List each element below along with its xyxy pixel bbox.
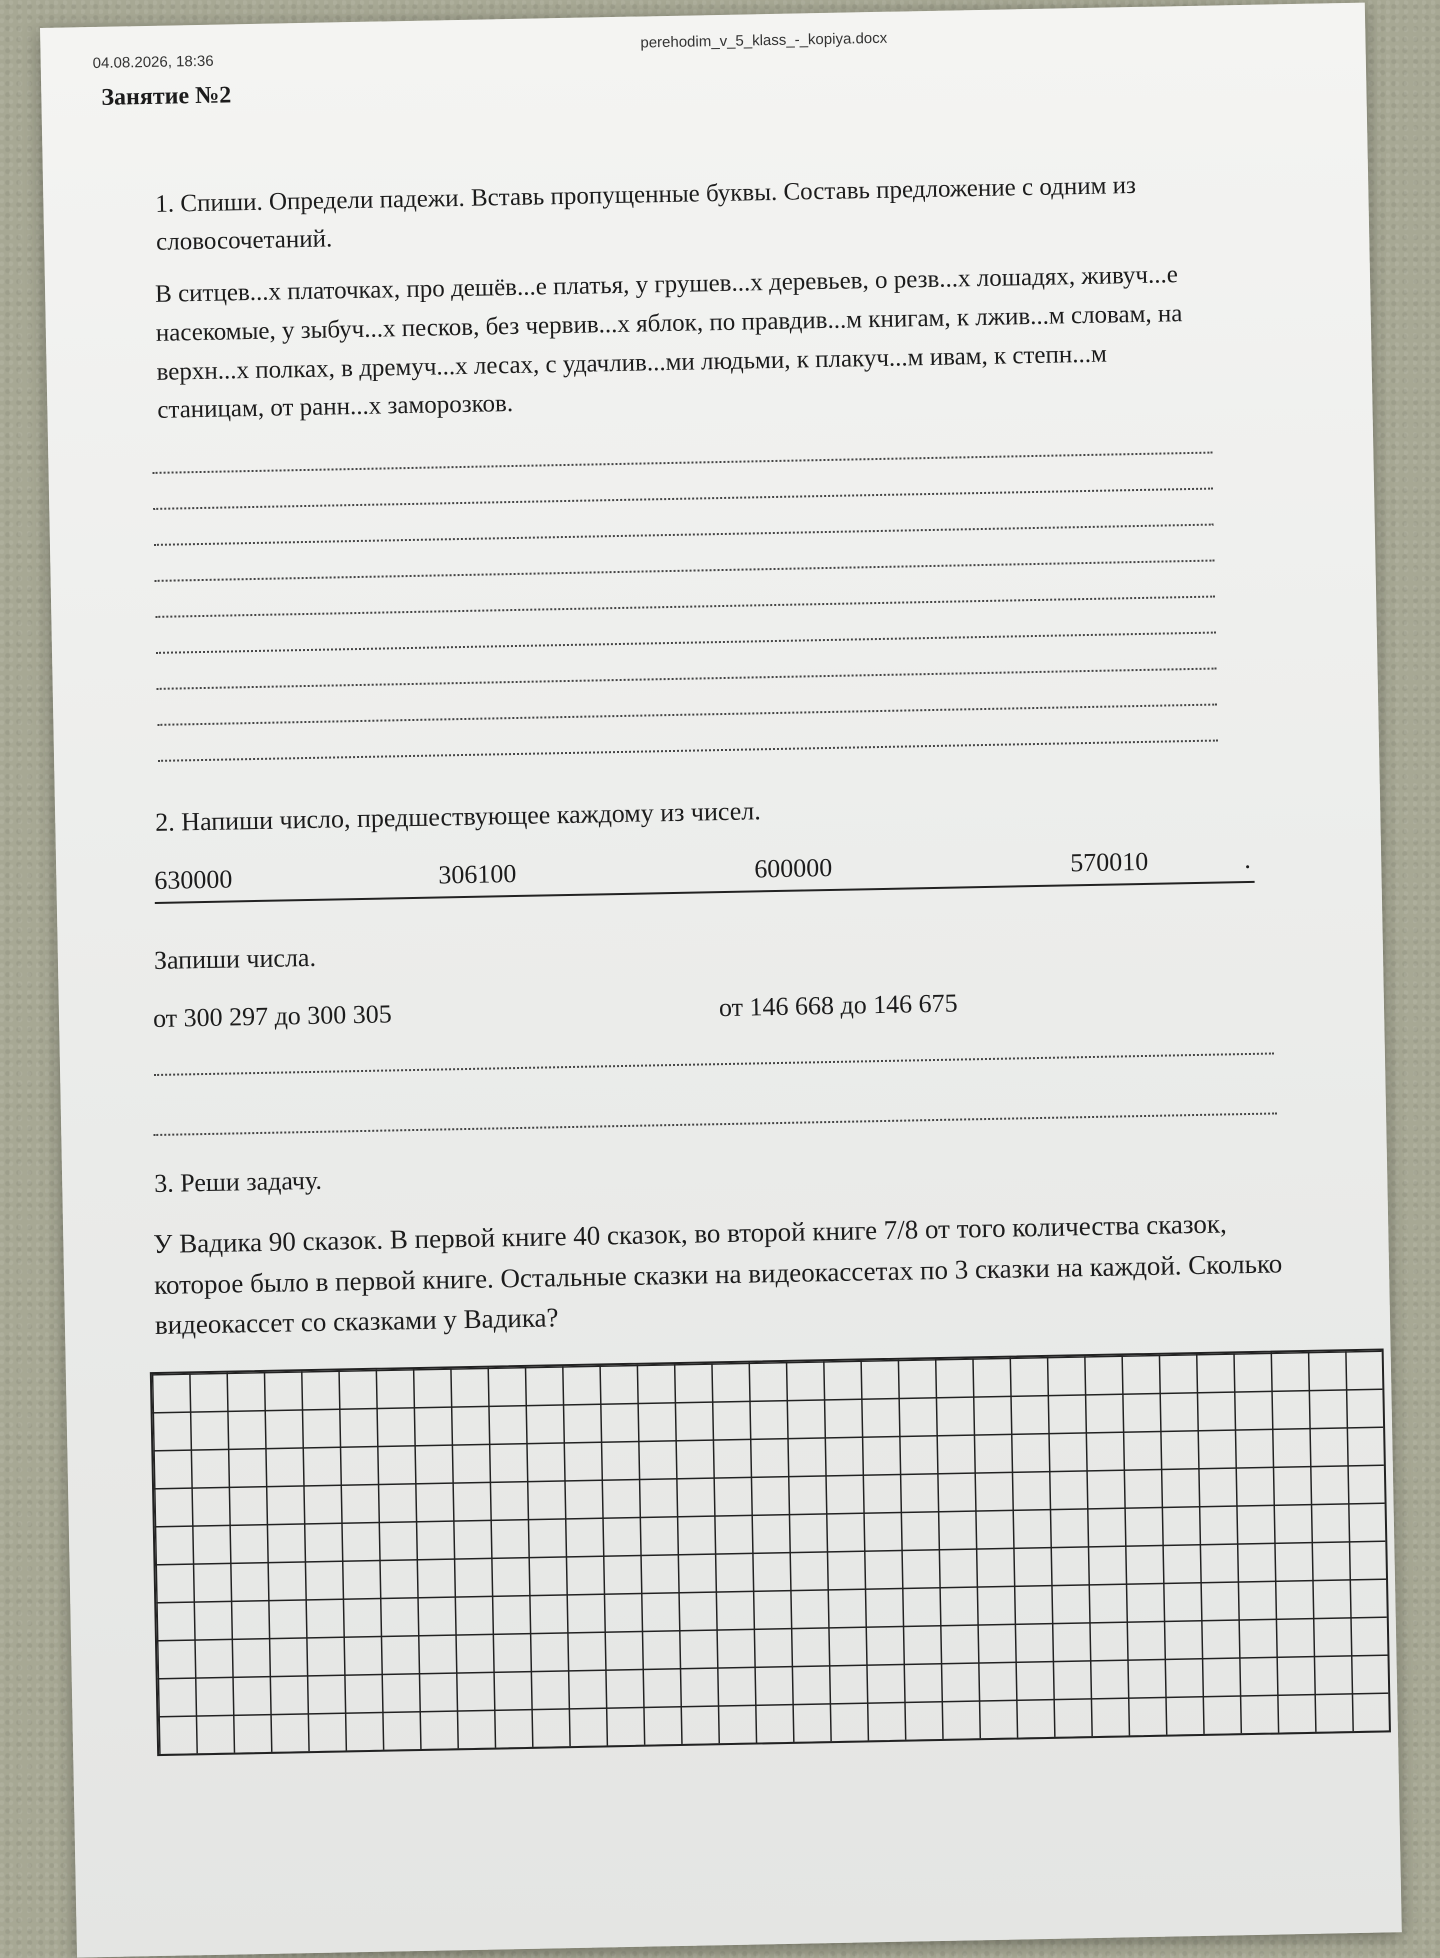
number-item: 630000 [154,864,233,895]
answer-line[interactable] [155,558,1215,582]
number-item: 600000 [753,852,833,884]
number-item: 570010 [1069,846,1149,878]
number-item: 306100 [438,859,517,890]
answer-line[interactable] [158,738,1218,762]
answer-line[interactable] [157,666,1217,690]
print-date: 04.08.2026, 18:36 [92,52,214,72]
answer-line[interactable] [156,630,1216,654]
worksheet-page [40,3,1402,1958]
lesson-title: Занятие №2 [101,82,232,111]
numbers-row[interactable] [154,845,1255,904]
write-numbers-heading: Запиши числа. [153,942,317,975]
task1-heading: 1. Спиши. Определи падежи. Вставь пропущенные буквы. Составь предложение с одним из словосочетаний. [155,171,1137,256]
answer-line[interactable] [153,1110,1277,1136]
answer-line[interactable] [154,1051,1274,1077]
task2-heading: 2. Напиши число, предшествующее каждому из чисел. [154,796,762,837]
answer-line[interactable] [155,594,1215,618]
answer-line[interactable] [153,486,1213,510]
range-left: от 300 297 до 300 305 [152,999,393,1034]
task1-word-list: В ситцев...х платочках, про дешёв...е платья, у грушев...х деревьев, о резв...х лошадях, живуч...е насекомые, у зыбуч...х песков, без червив...х яблок, по правдив...м книгам, к лжив...м словам, на верхн...х полках, в дремуч...х лесах, с удачлив...ми людьми, к плакуч...м ивам, к степн...м станицам, от ранн...х заморозков. [154,261,1183,425]
answer-line[interactable] [157,702,1217,726]
answer-line[interactable] [154,522,1214,546]
task3-heading: 3. Реши задачу. [153,1165,323,1199]
answer-line[interactable] [153,450,1213,474]
file-name: perehodim_v_5_klass_-_kopiya.docx [640,29,888,52]
range-right: от 146 668 до 146 675 [718,988,958,1023]
task3-problem: У Вадика 90 сказок. В первой книге 40 сказок, во второй книге 7/8 от того количества сказок, которое было в первой книге. Остальные сказки на видеокассетах по 3 сказки на каждой. Сколько видеокассет со сказками у Вадика? [153,1208,1283,1341]
squared-answer-grid[interactable] [150,1348,1391,1756]
row-end-mark: . [1243,844,1251,875]
